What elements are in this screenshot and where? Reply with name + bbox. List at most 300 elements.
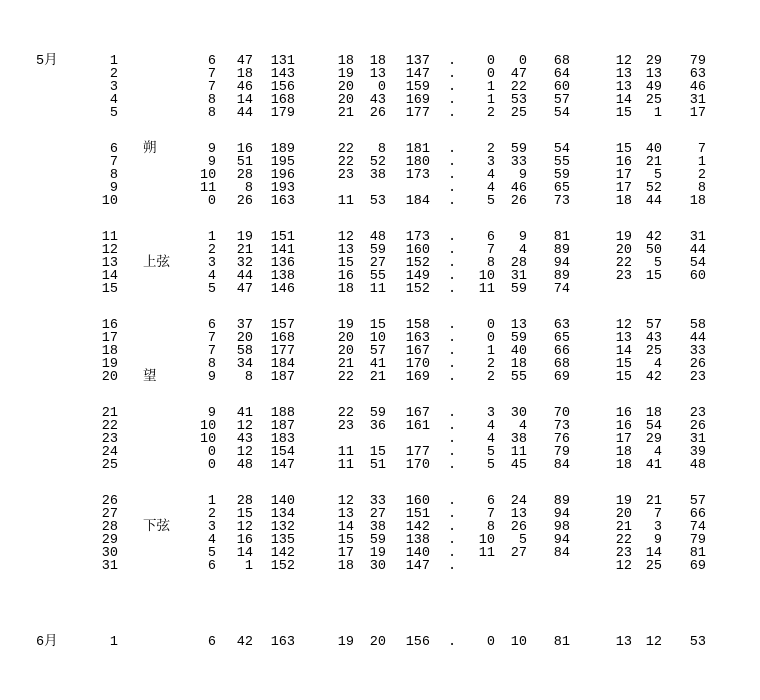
- age-min: 4: [653, 357, 662, 372]
- rise-hour: 8: [207, 106, 216, 121]
- day-number: 30: [101, 546, 118, 561]
- age-hour: 18: [615, 458, 632, 473]
- day-number: 17: [101, 331, 118, 346]
- day-number: 1: [109, 54, 118, 69]
- transit-min: 48: [369, 230, 386, 245]
- age-min: 5: [653, 168, 662, 183]
- rise-azimuth: 156: [270, 80, 295, 95]
- age-hour: 19: [615, 494, 632, 509]
- rise-hour: 9: [207, 370, 216, 385]
- age-min: 18: [645, 406, 662, 421]
- day-number: 5: [109, 106, 118, 121]
- rise-min: 8: [244, 181, 253, 196]
- set-hour: 1: [486, 80, 495, 95]
- set-hour: 4: [486, 168, 495, 183]
- set-hour: 0: [486, 635, 495, 650]
- age-min: 5: [653, 256, 662, 271]
- age-value: 79: [689, 54, 706, 69]
- column-separator-dot: .: [448, 168, 457, 183]
- age-hour: 15: [615, 357, 632, 372]
- day-number: 3: [109, 80, 118, 95]
- set-azimuth: 54: [553, 142, 570, 157]
- rise-azimuth: 146: [270, 282, 295, 297]
- transit-min: 38: [369, 168, 386, 183]
- rise-azimuth: 152: [270, 559, 295, 574]
- rise-azimuth: 136: [270, 256, 295, 271]
- transit-altitude: 169: [405, 93, 430, 108]
- set-hour: 5: [486, 194, 495, 209]
- set-hour: 2: [486, 370, 495, 385]
- column-separator-dot: .: [448, 106, 457, 121]
- transit-altitude: 181: [405, 142, 430, 157]
- rise-azimuth: 163: [270, 635, 295, 650]
- transit-altitude: 156: [405, 635, 430, 650]
- set-min: 4: [518, 419, 527, 434]
- rise-min: 37: [236, 318, 253, 333]
- rise-azimuth: 168: [270, 93, 295, 108]
- rise-azimuth: 143: [270, 67, 295, 82]
- age-value: 8: [697, 181, 706, 196]
- rise-hour: 10: [200, 432, 217, 447]
- transit-min: 13: [369, 67, 386, 82]
- set-min: 13: [510, 507, 527, 522]
- transit-hour: 13: [337, 507, 354, 522]
- column-separator-dot: .: [448, 269, 457, 284]
- transit-hour: 21: [337, 357, 354, 372]
- age-min: 15: [645, 269, 662, 284]
- rise-hour: 0: [207, 445, 216, 460]
- transit-altitude: 149: [405, 269, 430, 284]
- rise-hour: 3: [207, 256, 216, 271]
- transit-min: 55: [369, 269, 386, 284]
- age-min: 49: [645, 80, 662, 95]
- age-value: 33: [689, 344, 706, 359]
- set-min: 0: [518, 54, 527, 69]
- age-value: 31: [689, 432, 706, 447]
- set-hour: 6: [486, 494, 495, 509]
- set-azimuth: 84: [553, 546, 570, 561]
- set-hour: 0: [486, 331, 495, 346]
- set-azimuth: 66: [553, 344, 570, 359]
- age-min: 42: [645, 230, 662, 245]
- rise-hour: 8: [207, 357, 216, 372]
- set-min: 26: [510, 194, 527, 209]
- column-separator-dot: .: [448, 406, 457, 421]
- age-min: 52: [645, 181, 662, 196]
- column-separator-dot: .: [448, 155, 457, 170]
- day-number: 8: [109, 168, 118, 183]
- rise-azimuth: 187: [270, 419, 295, 434]
- set-azimuth: 94: [553, 256, 570, 271]
- transit-min: 59: [369, 533, 386, 548]
- rise-min: 19: [236, 230, 253, 245]
- age-hour: 15: [615, 142, 632, 157]
- set-min: 59: [510, 331, 527, 346]
- age-hour: 17: [615, 181, 632, 196]
- rise-min: 42: [236, 635, 253, 650]
- rise-azimuth: 187: [270, 370, 295, 385]
- rise-min: 34: [236, 357, 253, 372]
- set-hour: 3: [486, 155, 495, 170]
- rise-hour: 4: [207, 269, 216, 284]
- set-min: 31: [510, 269, 527, 284]
- transit-hour: 22: [337, 406, 354, 421]
- rise-azimuth: 131: [270, 54, 295, 69]
- column-separator-dot: .: [448, 635, 457, 650]
- set-azimuth: 73: [553, 194, 570, 209]
- rise-azimuth: 142: [270, 546, 295, 561]
- set-hour: 0: [486, 67, 495, 82]
- set-min: 53: [510, 93, 527, 108]
- set-min: 4: [518, 243, 527, 258]
- rise-min: 46: [236, 80, 253, 95]
- age-min: 25: [645, 559, 662, 574]
- age-value: 44: [689, 331, 706, 346]
- rise-hour: 3: [207, 520, 216, 535]
- rise-hour: 6: [207, 318, 216, 333]
- moon-phase-label: 望: [143, 370, 157, 385]
- rise-min: 43: [236, 432, 253, 447]
- column-separator-dot: .: [448, 54, 457, 69]
- set-min: 45: [510, 458, 527, 473]
- column-separator-dot: .: [448, 494, 457, 509]
- age-hour: 13: [615, 80, 632, 95]
- rise-azimuth: 147: [270, 458, 295, 473]
- transit-altitude: 184: [405, 194, 430, 209]
- age-hour: 14: [615, 344, 632, 359]
- transit-hour: 17: [337, 546, 354, 561]
- age-value: 23: [689, 370, 706, 385]
- age-hour: 20: [615, 507, 632, 522]
- rise-min: 12: [236, 419, 253, 434]
- rise-hour: 9: [207, 406, 216, 421]
- set-min: 28: [510, 256, 527, 271]
- transit-hour: 19: [337, 635, 354, 650]
- transit-min: 8: [377, 142, 386, 157]
- transit-min: 18: [369, 54, 386, 69]
- transit-hour: 18: [337, 282, 354, 297]
- set-hour: 11: [478, 282, 495, 297]
- set-min: 24: [510, 494, 527, 509]
- rise-min: 15: [236, 507, 253, 522]
- age-value: 60: [689, 269, 706, 284]
- transit-altitude: 177: [405, 445, 430, 460]
- rise-min: 28: [236, 168, 253, 183]
- set-min: 27: [510, 546, 527, 561]
- column-separator-dot: .: [448, 318, 457, 333]
- transit-altitude: 158: [405, 318, 430, 333]
- age-min: 54: [645, 419, 662, 434]
- transit-hour: 14: [337, 520, 354, 535]
- set-hour: 1: [486, 344, 495, 359]
- set-azimuth: 94: [553, 533, 570, 548]
- column-separator-dot: .: [448, 546, 457, 561]
- transit-hour: 20: [337, 331, 354, 346]
- rise-azimuth: 140: [270, 494, 295, 509]
- set-hour: 10: [478, 533, 495, 548]
- set-azimuth: 73: [553, 419, 570, 434]
- rise-hour: 9: [207, 155, 216, 170]
- transit-altitude: 170: [405, 458, 430, 473]
- age-hour: 16: [615, 406, 632, 421]
- age-hour: 13: [615, 635, 632, 650]
- set-hour: 0: [486, 54, 495, 69]
- set-min: 13: [510, 318, 527, 333]
- transit-altitude: 169: [405, 370, 430, 385]
- age-min: 44: [645, 194, 662, 209]
- set-azimuth: 60: [553, 80, 570, 95]
- rise-min: 18: [236, 67, 253, 82]
- set-azimuth: 76: [553, 432, 570, 447]
- transit-min: 21: [369, 370, 386, 385]
- rise-hour: 7: [207, 67, 216, 82]
- rise-min: 1: [244, 559, 253, 574]
- column-separator-dot: .: [448, 370, 457, 385]
- transit-hour: 23: [337, 168, 354, 183]
- rise-min: 16: [236, 142, 253, 157]
- day-number: 13: [101, 256, 118, 271]
- set-azimuth: 89: [553, 243, 570, 258]
- set-hour: 2: [486, 357, 495, 372]
- month-label: 6月: [36, 635, 58, 650]
- age-min: 9: [653, 533, 662, 548]
- set-azimuth: 68: [553, 357, 570, 372]
- rise-azimuth: 138: [270, 269, 295, 284]
- rise-min: 12: [236, 445, 253, 460]
- column-separator-dot: .: [448, 93, 457, 108]
- age-min: 14: [645, 546, 662, 561]
- rise-hour: 10: [200, 168, 217, 183]
- set-hour: 4: [486, 419, 495, 434]
- transit-hour: 13: [337, 243, 354, 258]
- transit-min: 30: [369, 559, 386, 574]
- age-hour: 23: [615, 269, 632, 284]
- rise-min: 21: [236, 243, 253, 258]
- transit-altitude: 173: [405, 168, 430, 183]
- column-separator-dot: .: [448, 419, 457, 434]
- age-value: 79: [689, 533, 706, 548]
- transit-hour: 19: [337, 318, 354, 333]
- set-azimuth: 68: [553, 54, 570, 69]
- age-hour: 18: [615, 194, 632, 209]
- set-hour: 4: [486, 432, 495, 447]
- rise-min: 58: [236, 344, 253, 359]
- transit-altitude: 160: [405, 494, 430, 509]
- transit-min: 52: [369, 155, 386, 170]
- age-value: 39: [689, 445, 706, 460]
- set-hour: 7: [486, 243, 495, 258]
- day-number: 28: [101, 520, 118, 535]
- set-min: 55: [510, 370, 527, 385]
- set-min: 5: [518, 533, 527, 548]
- age-min: 13: [645, 67, 662, 82]
- age-hour: 16: [615, 419, 632, 434]
- transit-altitude: 180: [405, 155, 430, 170]
- age-min: 3: [653, 520, 662, 535]
- set-azimuth: 94: [553, 507, 570, 522]
- day-number: 23: [101, 432, 118, 447]
- age-min: 7: [653, 507, 662, 522]
- day-number: 9: [109, 181, 118, 196]
- age-value: 66: [689, 507, 706, 522]
- age-min: 1: [653, 106, 662, 121]
- set-azimuth: 64: [553, 67, 570, 82]
- rise-azimuth: 184: [270, 357, 295, 372]
- rise-min: 20: [236, 331, 253, 346]
- rise-hour: 6: [207, 54, 216, 69]
- rise-azimuth: 195: [270, 155, 295, 170]
- column-separator-dot: .: [448, 80, 457, 95]
- transit-min: 15: [369, 318, 386, 333]
- column-separator-dot: .: [448, 256, 457, 271]
- rise-azimuth: 179: [270, 106, 295, 121]
- age-min: 21: [645, 494, 662, 509]
- transit-min: 59: [369, 243, 386, 258]
- age-hour: 15: [615, 370, 632, 385]
- set-azimuth: 59: [553, 168, 570, 183]
- transit-hour: 11: [337, 458, 354, 473]
- age-value: 54: [689, 256, 706, 271]
- rise-min: 44: [236, 106, 253, 121]
- transit-min: 59: [369, 406, 386, 421]
- column-separator-dot: .: [448, 458, 457, 473]
- column-separator-dot: .: [448, 194, 457, 209]
- rise-hour: 11: [200, 181, 217, 196]
- rise-azimuth: 183: [270, 432, 295, 447]
- rise-min: 51: [236, 155, 253, 170]
- set-min: 46: [510, 181, 527, 196]
- rise-azimuth: 135: [270, 533, 295, 548]
- day-number: 31: [101, 559, 118, 574]
- rise-azimuth: 188: [270, 406, 295, 421]
- day-number: 20: [101, 370, 118, 385]
- set-azimuth: 57: [553, 93, 570, 108]
- age-value: 69: [689, 559, 706, 574]
- set-min: 22: [510, 80, 527, 95]
- rise-hour: 0: [207, 194, 216, 209]
- transit-hour: 23: [337, 419, 354, 434]
- set-azimuth: 65: [553, 331, 570, 346]
- rise-min: 16: [236, 533, 253, 548]
- transit-altitude: 161: [405, 419, 430, 434]
- rise-azimuth: 151: [270, 230, 295, 245]
- age-hour: 22: [615, 533, 632, 548]
- rise-azimuth: 154: [270, 445, 295, 460]
- age-value: 81: [689, 546, 706, 561]
- transit-hour: 20: [337, 80, 354, 95]
- age-value: 7: [697, 142, 706, 157]
- transit-min: 57: [369, 344, 386, 359]
- column-separator-dot: .: [448, 559, 457, 574]
- transit-min: 26: [369, 106, 386, 121]
- column-separator-dot: .: [448, 507, 457, 522]
- age-value: 44: [689, 243, 706, 258]
- rise-azimuth: 196: [270, 168, 295, 183]
- age-value: 53: [689, 635, 706, 650]
- column-separator-dot: .: [448, 357, 457, 372]
- rise-azimuth: 168: [270, 331, 295, 346]
- rise-hour: 5: [207, 282, 216, 297]
- day-number: 12: [101, 243, 118, 258]
- rise-azimuth: 132: [270, 520, 295, 535]
- transit-min: 27: [369, 507, 386, 522]
- transit-min: 53: [369, 194, 386, 209]
- day-number: 25: [101, 458, 118, 473]
- transit-altitude: 163: [405, 331, 430, 346]
- set-hour: 5: [486, 445, 495, 460]
- transit-min: 36: [369, 419, 386, 434]
- column-separator-dot: .: [448, 520, 457, 535]
- age-value: 48: [689, 458, 706, 473]
- set-azimuth: 63: [553, 318, 570, 333]
- rise-min: 26: [236, 194, 253, 209]
- rise-min: 47: [236, 54, 253, 69]
- set-min: 40: [510, 344, 527, 359]
- transit-altitude: 152: [405, 256, 430, 271]
- rise-hour: 7: [207, 331, 216, 346]
- age-min: 29: [645, 432, 662, 447]
- rise-hour: 6: [207, 635, 216, 650]
- set-azimuth: 79: [553, 445, 570, 460]
- age-value: 58: [689, 318, 706, 333]
- age-min: 41: [645, 458, 662, 473]
- rise-min: 14: [236, 93, 253, 108]
- set-min: 30: [510, 406, 527, 421]
- set-min: 26: [510, 520, 527, 535]
- set-azimuth: 55: [553, 155, 570, 170]
- set-azimuth: 65: [553, 181, 570, 196]
- transit-min: 0: [377, 80, 386, 95]
- transit-altitude: 177: [405, 106, 430, 121]
- rise-min: 48: [236, 458, 253, 473]
- rise-hour: 7: [207, 344, 216, 359]
- age-value: 46: [689, 80, 706, 95]
- age-min: 25: [645, 93, 662, 108]
- transit-altitude: 170: [405, 357, 430, 372]
- transit-hour: 15: [337, 256, 354, 271]
- rise-hour: 1: [207, 494, 216, 509]
- rise-min: 32: [236, 256, 253, 271]
- set-hour: 1: [486, 93, 495, 108]
- transit-hour: 18: [337, 54, 354, 69]
- age-value: 26: [689, 357, 706, 372]
- set-min: 47: [510, 67, 527, 82]
- transit-hour: 20: [337, 344, 354, 359]
- transit-hour: 22: [337, 155, 354, 170]
- rise-min: 14: [236, 546, 253, 561]
- age-hour: 16: [615, 155, 632, 170]
- transit-hour: 18: [337, 559, 354, 574]
- age-hour: 17: [615, 432, 632, 447]
- set-azimuth: 84: [553, 458, 570, 473]
- transit-min: 33: [369, 494, 386, 509]
- age-hour: 13: [615, 331, 632, 346]
- transit-altitude: 160: [405, 243, 430, 258]
- age-value: 2: [697, 168, 706, 183]
- set-azimuth: 89: [553, 269, 570, 284]
- set-min: 25: [510, 106, 527, 121]
- transit-altitude: 138: [405, 533, 430, 548]
- transit-hour: 15: [337, 533, 354, 548]
- age-hour: 19: [615, 230, 632, 245]
- age-min: 25: [645, 344, 662, 359]
- transit-min: 15: [369, 445, 386, 460]
- rise-azimuth: 134: [270, 507, 295, 522]
- column-separator-dot: .: [448, 181, 457, 196]
- transit-hour: 19: [337, 67, 354, 82]
- rise-min: 47: [236, 282, 253, 297]
- set-hour: 10: [478, 269, 495, 284]
